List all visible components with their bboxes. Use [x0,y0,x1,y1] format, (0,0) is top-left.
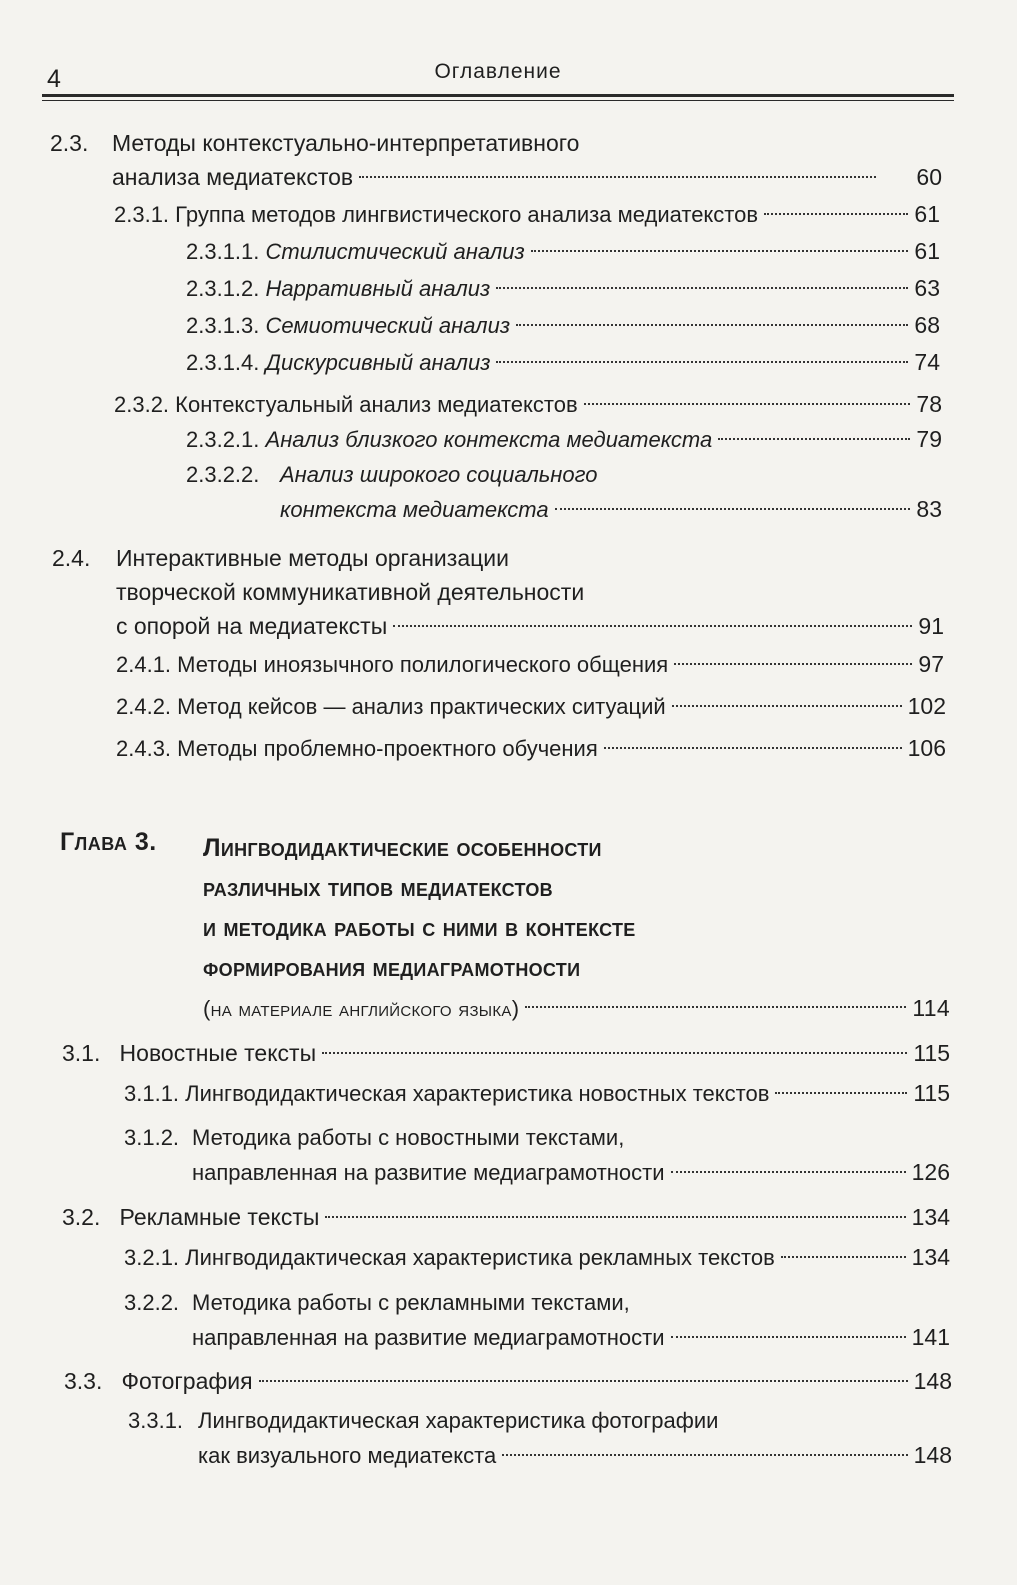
leader-dots [496,361,908,363]
running-title: Оглавление [434,60,562,83]
toc-entry-2-3-2-2[interactable]: 2.3.2.2. Анализ широкого социального контекста медиатекста 83 [186,462,942,522]
header-rule-thin [42,100,954,101]
leader-dots [502,1454,907,1456]
page-header [42,58,954,102]
leader-dots [718,438,910,440]
page-number: 4 [47,65,61,93]
leader-dots [322,1052,907,1054]
toc-entry-3-2-2[interactable]: 3.2.2. Методика работы с рекламными текстами, направленная на развитие медиаграмотности 141 [124,1290,950,1350]
toc-entry-3-3-1[interactable]: 3.3.1. Лингводидактическая характеристика фотографии как визуального медиатекста 148 [128,1408,952,1468]
toc-entry-2-3-1[interactable]: 2.3.1. Группа методов лингвистического анализа медиатекстов 61 [114,201,940,227]
toc-entry-3-3[interactable]: 3.3. Фотография 148 [64,1368,952,1394]
chapter-title: Лингводидактические особенности различных типов медиатекстов и методика работы с ними в контексте формирования медиаграмотности (на материале английского языка) 114 [203,834,950,1021]
leader-dots [555,508,911,510]
toc-entry-2-3-1-3[interactable]: 2.3.1.3. Семиотический анализ 68 [186,312,940,338]
leader-dots [259,1380,908,1382]
leader-dots [584,403,911,405]
leader-dots [393,625,912,627]
leader-dots [359,176,876,178]
toc-entry-2-3-1-4[interactable]: 2.3.1.4. Дискурсивный анализ 74 [186,349,940,375]
chapter-label: Глава 3. [60,828,157,856]
header-rule [42,94,954,97]
toc-entry-2-4[interactable]: 2.4. Интерактивные методы организации творческой коммуникативной деятельности с опорой на медиатексты 91 [52,545,944,639]
toc-entry-2-3[interactable]: 2.3. Методы контекстуально-интерпретативного анализа медиатекстов 60 [50,126,942,194]
toc-entry-3-2-1[interactable]: 3.2.1. Лингводидактическая характеристика рекламных текстов 134 [124,1244,950,1270]
toc-entry-2-3-1-2[interactable]: 2.3.1.2. Нарративный анализ 63 [186,275,940,301]
leader-dots [496,287,908,289]
toc-entry-3-1[interactable]: 3.1. Новостные тексты 115 [62,1040,950,1066]
leader-dots [781,1256,906,1258]
leader-dots [525,1006,906,1008]
toc-entry-2-4-1[interactable]: 2.4.1. Методы иноязычного полилогического общения 97 [116,651,944,677]
leader-dots [531,250,909,252]
toc-entry-3-1-1[interactable]: 3.1.1. Лингводидактическая характеристика новостных текстов 115 [124,1080,950,1106]
leader-dots [516,324,908,326]
toc-entry-2-4-3[interactable]: 2.4.3. Методы проблемно-проектного обучения 106 [116,735,946,761]
toc-entry-2-3-1-1[interactable]: 2.3.1.1. Стилистический анализ 61 [186,238,940,264]
leader-dots [671,1171,906,1173]
leader-dots [775,1092,907,1094]
toc-entry-2-4-2[interactable]: 2.4.2. Метод кейсов — анализ практических ситуаций 102 [116,693,946,719]
toc-entry-2-3-2-1[interactable]: 2.3.2.1. Анализ близкого контекста медиатекста 79 [186,426,942,452]
leader-dots [764,213,908,215]
leader-dots [604,747,902,749]
toc-entry-3-1-2[interactable]: 3.1.2. Методика работы с новостными текстами, направленная на развитие медиаграмотности 126 [124,1125,950,1185]
toc-entry-2-3-2[interactable]: 2.3.2. Контекстуальный анализ медиатекстов 78 [114,391,942,417]
toc-page: 60 [916,164,942,190]
leader-dots [325,1216,905,1218]
leader-dots [671,1336,906,1338]
toc-entry-3-2[interactable]: 3.2. Рекламные тексты 134 [62,1204,950,1230]
leader-dots [672,705,902,707]
leader-dots [674,663,912,665]
